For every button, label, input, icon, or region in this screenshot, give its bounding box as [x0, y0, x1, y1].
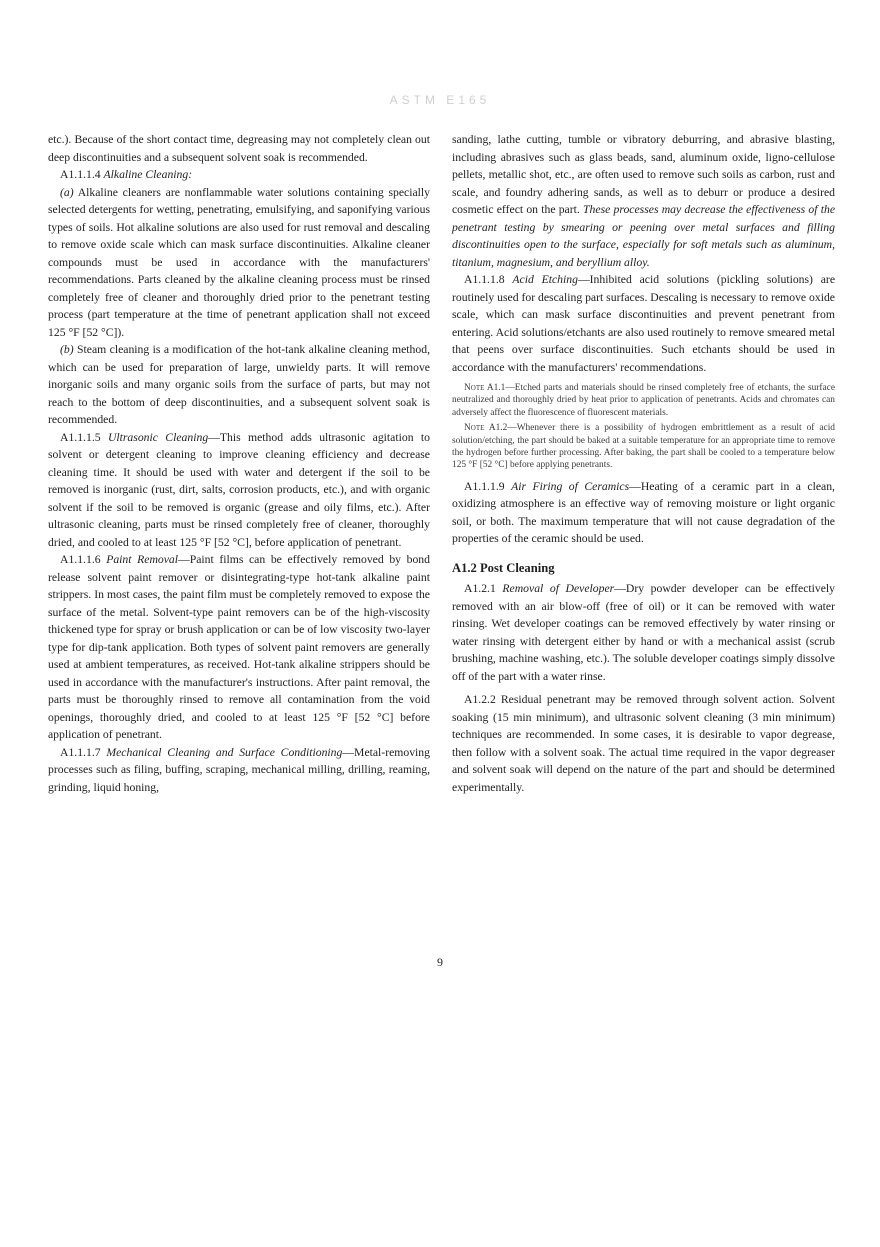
paragraph-alkaline-b — [48, 341, 430, 429]
section-a1115 — [48, 429, 430, 552]
note-text: —Etched parts and materials should be rinsed completely free of etchants, the surface neutralized and thoroughly dried by heat prior to application of penetrants. Acids and chromates can adversely affect the fluorescence of fluorescent materials. — [452, 383, 836, 418]
paragraph-alkaline-a — [48, 184, 430, 342]
section-text: —Heating of a ceramic part in a clean, oxidizing atmosphere is an effective way of removing moisture or light organic soil, or both. The maximum temperature that will not cause degradation of the properties of the ceramic should be used. — [452, 479, 835, 546]
paragraph-degreasing-cont: etc.). Because of the short contact time, degreasing may not completely clean out deep discontinuities and a subsequent solvent soak is recommended. — [48, 133, 430, 164]
note-a11 — [452, 382, 835, 419]
item-label: (a) — [60, 185, 74, 199]
section-number: A1.1.1.8 — [464, 273, 505, 286]
watermark: ASTM E165 — [389, 93, 491, 107]
section-title: Alkaline Cleaning: — [103, 168, 193, 181]
section-text: —Paint films can be effectively removed by bond release solvent paint remover or disintegrating-type hot-tank alkaline paint strippers. In most cases, the paint film must be completely removed to expose the surface of the metal. Solvent-type paint removers can be of the high-viscosity thickened type for spray or brush application or can be of low viscosity two-layer type for dip-tank application. Both types of solvent paint removers are generally used at ambient temperatures, as received. Hot-tank alkaline strippers should be used in accordance with the manufacturer's instructions. After paint removal, the parts must be thoroughly rinsed to remove all contamination from the void openings, thoroughly dried, and cooled to at least 125 °F [52 °C] before application of penetrant. — [48, 553, 430, 741]
section-number: A1.1.1.7 — [60, 745, 101, 759]
section-number: A1.2.1 — [464, 582, 496, 596]
section-a1118 — [452, 271, 835, 376]
paragraph-mechanical-cont — [452, 131, 835, 271]
paragraph-emphasis: These processes may decrease the effectiveness of the penetrant testing by smearing or peening over metal surfaces and filling discontinuities open to the surface, especially for soft metals such as aluminum, titanium, magnesium, and beryllium alloy. — [452, 203, 836, 269]
section-title: Paint Removal — [106, 553, 179, 566]
section-number: A1.1.1.4 — [60, 168, 101, 181]
section-number: A1.1.1.5 — [60, 430, 101, 444]
section-title: Air Firing of Ceramics — [511, 479, 630, 493]
section-a1119 — [452, 478, 835, 548]
section-title: Removal of Developer — [502, 582, 615, 596]
note-text: —Whenever there is a possibility of hydrogen embrittlement as a result of acid solution/etching, the part should be baked at a suitable temperature for an appropriate time to remove the hydrogen before further processing. After baking, the part shall be cooled to a temperature below 125 °F [52 °C] before applying penetrants. — [452, 423, 835, 471]
section-title: Acid Etching — [512, 273, 578, 286]
right-column — [452, 131, 835, 796]
item-label: (b) — [60, 343, 74, 356]
note-label: Note A1.1 — [464, 383, 506, 393]
section-text: —Dry powder developer can be effectively removed with an air blow-off (free of oil) or it can be removed with water rinsing. Wet developer coatings can be removed effectively by water rinsing or water rinsing with detergent either by hand or with a mechanical assist (scrub brushing, machine washing, etc.). The soluble developer coatings simply dissolve off of the part with a water rinse. — [452, 582, 836, 683]
section-number: A1.1.1.6 — [60, 553, 101, 566]
section-text: —This method adds ultrasonic agitation to solvent or detergent cleaning to improve cleaning efficiency and decrease cleaning time. It should be used with water and detergent if the soil to be removed is inorganic (rust, dirt, salts, corrosion products, etc.), and with organic solvent if the soil to be removed is organic (grease and oily films, etc.). After ultrasonic cleaning, parts must be rinsed completely free of cleaner, thoroughly dried, and cooled to at least 125 °F [52 °C], before application of penetrant. — [48, 430, 430, 549]
page-number: 9 — [437, 955, 443, 969]
section-a1114-heading — [48, 166, 430, 184]
section-a12-heading: A1.2 Post Cleaning — [452, 560, 555, 575]
note-a12 — [452, 422, 835, 472]
left-column — [48, 131, 430, 796]
paragraph-text: sanding, lathe cutting, tumble or vibratory deburring, and abrasive blasting, including abrasives such as glass beads, sand, aluminum oxide, ligno-cellulose pellets, metallic shot, etc., are often used to remove such soils as carbon, rust and scale, and foundry adhering sands, as well as to deburr or produce a desired cosmetic effect on the part. — [452, 133, 835, 216]
item-text: Alkaline cleaners are nonflammable water solutions containing specially selected detergents for wetting, penetrating, emulsifying, and saponifying various types of soils. Hot alkaline solutions are also used for rust removal and descaling to remove oxide scale which can mask surface discontinuities. Alkaline cleaner compounds must be used in accordance with the manufacturers' recommendations. Parts cleaned by the alkaline cleaning process must be rinsed completely free of cleaner and thoroughly dried prior to the penetrant testing process (part temperature at the time of penetrant application shall not exceed 125 °F [52 °C]). — [48, 185, 430, 339]
section-a1116 — [48, 551, 430, 744]
note-label: Note A1.2 — [464, 423, 508, 434]
section-text: —Inhibited acid solutions (pickling solutions) are routinely used for descaling part surfaces. Descaling is necessary to remove oxide scale, which can mask surface discontinuities and prevent penetrant from entering. Acid solutions/etchants are also used routinely to remove smeared metal that peens over surface discontinuities. Such etchants should be used in accordance with the manufacturers' recommendations. — [452, 273, 836, 374]
section-a1117 — [48, 744, 430, 797]
section-number: A1.1.1.9 — [464, 479, 505, 493]
section-title: Mechanical Cleaning and Surface Conditioning — [106, 745, 343, 759]
section-title: Ultrasonic Cleaning — [107, 430, 209, 444]
section-a121 — [452, 580, 835, 685]
section-a122: A1.2.2 Residual penetrant may be removed through solvent action. Solvent soaking (15 min minimum), and ultrasonic solvent cleaning (3 min minimum) techniques are recommended. In some cases, it is desirable to vapor degrease, then follow with a solvent soak. The actual time required in the vapor degreaser and solvent soak will depend on the nature of the part and should be determined experimentally. — [452, 693, 835, 794]
item-text: Steam cleaning is a modification of the hot-tank alkaline cleaning method, which can be used for preparation of large, unwieldy parts. It will remove inorganic soils and many organic soils from the surface of parts, but may not reach to the bottom of deep discontinuities, and a subsequent solvent soak is recommended. — [48, 343, 431, 426]
section-text: —Metal-removing processes such as filing, buffing, scraping, mechanical milling, drilling, reaming, grinding, liquid honing, — [48, 745, 430, 794]
